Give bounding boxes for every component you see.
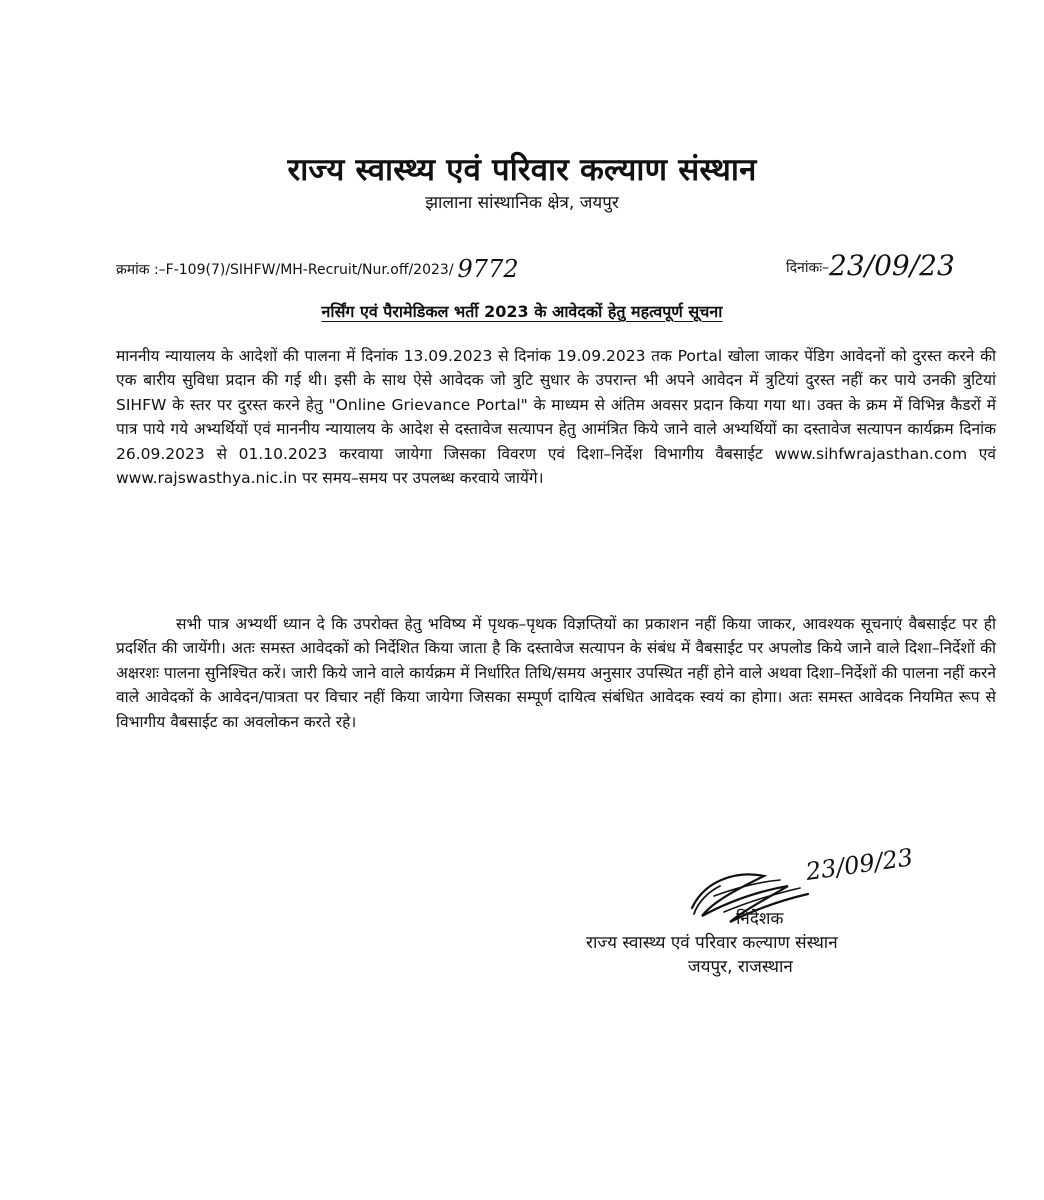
reference-handwritten-number: 9772 (457, 255, 519, 283)
reference-row (116, 244, 996, 283)
organization-title: राज्य स्वास्थ्य एवं परिवार कल्याण संस्थान (287, 152, 757, 188)
notice-subject (0, 300, 1044, 322)
subject-text: नर्सिंग एवं पैरामेडिकल भर्ती 2023 के आवेदकों हेतु महत्वपूर्ण सूचना (321, 302, 723, 321)
reference-date (786, 246, 955, 282)
signatory-place: जयपुर, राजस्थान (688, 957, 793, 977)
signature-date: 23/09/23 (804, 843, 915, 886)
organization-address: झालाना सांस्थानिक क्षेत्र, जयपुर (425, 193, 619, 213)
signatory-organization: राज्य स्वास्थ्य एवं परिवार कल्याण संस्थान (586, 933, 838, 953)
body-paragraph-2: सभी पात्र अभ्यर्थी ध्यान दे कि उपरोक्त हेतु भविष्य में पृथक–पृथक विज्ञप्तियों का प्रकाशन नहीं किया जाकर, आवश्यक सूचनाएं वैबसाईट पर ही प्रदर्शित की जायेंगी। अतः समस्त आवेदकों को निर्देशित किया जाता है कि दस्तावेज सत्यापन के संबंध में वैबसाईट पर अपलोड किये जाने वाले दिशा–निर्देशों की अक्षरशः पालना सुनिश्चित करें। जारी किये जाने वाले कार्यक्रम में निर्धारित तिथि/समय अनुसार उपस्थित नहीं होने वाले अथवा दिशा–निर्देशों की पालना नहीं करने वाले आवेदकों के आवेदन/पात्रता पर विचार नहीं किया जायेगा जिसका सम्पूर्ण दायित्व संबंधित आवेदक स्वयं का होगा। अतः समस्त आवेदक नियमित रूप से विभागीय वैबसाईट का अवलोकन करते रहे। (116, 615, 996, 731)
handwritten-date: 23/09/23 (829, 249, 955, 282)
reference-number (116, 252, 519, 283)
signatory-designation: निदेशक (736, 909, 784, 929)
date-label: दिनांकः– (786, 260, 830, 276)
reference-label: क्रमांक :–F-109(7)/SIHFW/MH-Recruit/Nur.off/2023/ (116, 262, 454, 278)
body-paragraph-1: माननीय न्यायालय के आदेशों की पालना में दिनांक 13.09.2023 से दिनांक 19.09.2023 तक Portal खोला जाकर पेंडिग आवेदनों को दुरस्त करने की एक बारीय सुविधा प्रदान की गई थी। इसी के साथ ऐसे आवेदक जो त्रुटि सुधार के उपरान्त भी अपने आवेदन में त्रुटियां दुरस्त नहीं कर पाये उनकी त्रुटियां SIHFW के स्तर पर दुरस्त करने हेतु "Online Grievance Portal" के माध्यम से अंतिम अवसर प्रदान किया गया था। उक्त के क्रम में विभिन्न कैडरों में पात्र पाये गये अभ्यर्थियों एवं माननीय न्यायालय के आदेश से दस्तावेज सत्यापन हेतु आमंत्रित किये जाने वाले अभ्यर्थियों का दस्तावेज सत्यापन कार्यक्रम दिनांक 26.09.2023 से 01.10.2023 करवाया जायेगा जिसका विवरण एवं दिशा–निर्देश विभागीय वैबसाईट www.sihfwrajasthan.com एवं www.rajswasthya.nic.in पर समय–समय पर उपलब्ध करवाये जायेंगे। (116, 347, 996, 488)
